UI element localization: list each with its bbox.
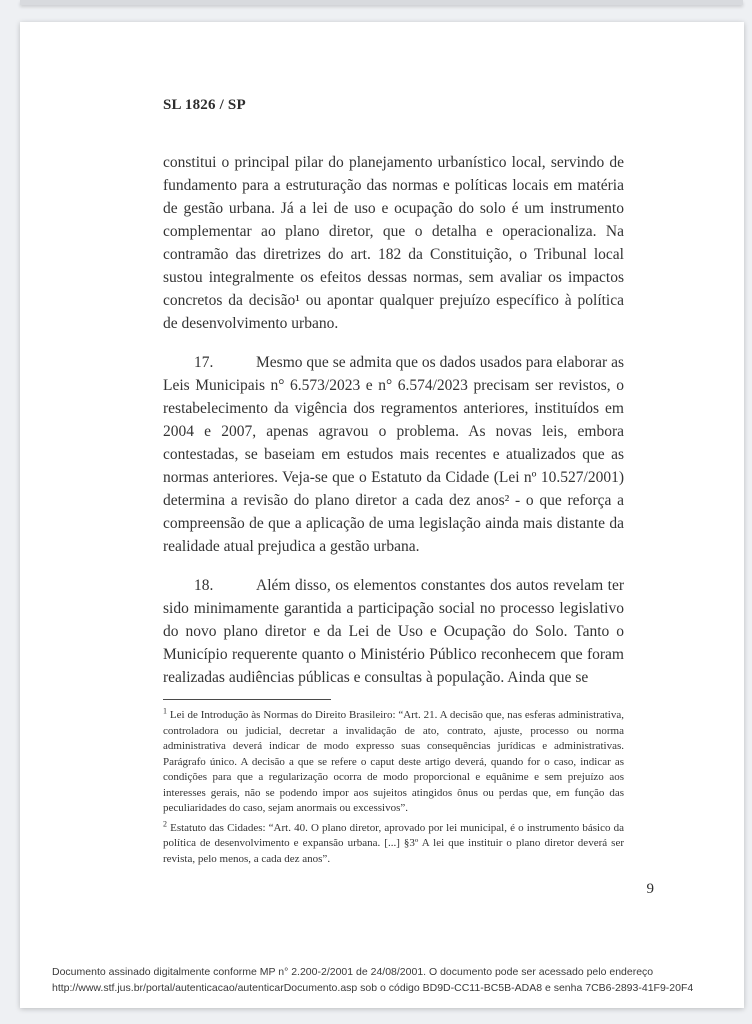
signature-footer-line-2: http://www.stf.jus.br/portal/autenticacao/autenticarDocumento.asp sob o código BD9D-CC11-BC5B-ADA8 e senha 7CB6-2893-41F9-20F4 (52, 981, 694, 994)
digital-signature-footer (52, 965, 712, 996)
document-page (20, 22, 744, 1008)
paragraph-text: Além disso, os elementos constantes dos autos revelam ter sido minimamente garantida a participação social no processo legislativo do novo plano diretor e da Lei de Uso e Ocupação do Solo. Tanto o Município requerente quanto o Ministério Público reconhecem que foram realizadas audiências públicas e consultas à população. Ainda que se (163, 577, 624, 686)
previous-page-edge (20, 0, 743, 5)
paragraph-number: 17. (194, 354, 214, 371)
paragraph-number: 18. (194, 577, 214, 594)
footnote-text: Estatuto das Cidades: “Art. 40. O plano diretor, aprovado por lei municipal, é o instrumento básico da política de desenvolvimento e expansão urbana. [...] §3º A lei que instituir o plano diretor deverá ser revista, pelo menos, a cada dez anos”. (163, 821, 624, 865)
document-body (163, 151, 624, 689)
page-number: 9 (646, 881, 654, 897)
numbered-paragraph-17 (163, 351, 624, 558)
numbered-paragraph-18 (163, 574, 624, 689)
footnotes-section (163, 699, 624, 867)
footnote-2 (163, 818, 624, 868)
case-number-heading: SL 1826 / SP (163, 97, 246, 113)
footnote-1 (163, 708, 624, 817)
paragraph-text: Mesmo que se admita que os dados usados para elaborar as Leis Municipais n° 6.573/2023 e n° 6.574/2023 precisam ser revistos, o restabelecimento da vigência dos regramentos anteriores, instituídos em 2004 e 2007, apenas agravou o problema. As novas leis, embora contestadas, se baseiam em estudos mais recentes e atualizados que as normas anteriores. Veja-se que o Estatuto da Cidade (Lei nº 10.527/2001) determina a revisão do plano diretor a cada dez anos² - o que reforça a compreensão de que a aplicação de uma legislação ainda mais distante da realidade atual prejudica a gestão urbana. (163, 354, 624, 555)
footnote-separator (163, 699, 331, 700)
footnote-marker: 2 (163, 818, 167, 828)
intro-paragraph: constitui o principal pilar do planejamento urbanístico local, servindo de fundamento para a estruturação das normas e políticas locais em matéria de gestão urbana. Já a lei de uso e ocupação do solo é um instrumento complementar ao plano diretor, que o detalha e operacionaliza. Na contramão das diretrizes do art. 182 da Constituição, o Tribunal local sustou integralmente os efeitos dessas normas, sem avaliar os impactos concretos da decisão¹ ou apontar qualquer prejuízo específico à política de desenvolvimento urbano. (163, 154, 624, 332)
footnote-text: Lei de Introdução às Normas do Direito Brasileiro: “Art. 21. A decisão que, nas esferas administrativa, controladora ou judicial, decretar a invalidação de ato, contrato, ajuste, processo ou norma administrativa deverá indicar de modo expresso suas consequências jurídicas e administrativas. Parágrafo único. A decisão a que se refere o caput deste artigo deverá, quando for o caso, indicar as condições para que a regularização ocorra de modo proporcional e equânime e sem prejuízo aos interesses gerais, não se podendo impor aos sujeitos atingidos ônus ou perdas que, em função das peculiaridades do caso, sejam anormais ou excessivos”. (163, 709, 624, 814)
signature-footer-line-1: Documento assinado digitalmente conforme MP n° 2.200-2/2001 de 24/08/2001. O documento pode ser acessado pelo endereço (52, 966, 654, 978)
footnote-marker: 1 (163, 706, 167, 716)
